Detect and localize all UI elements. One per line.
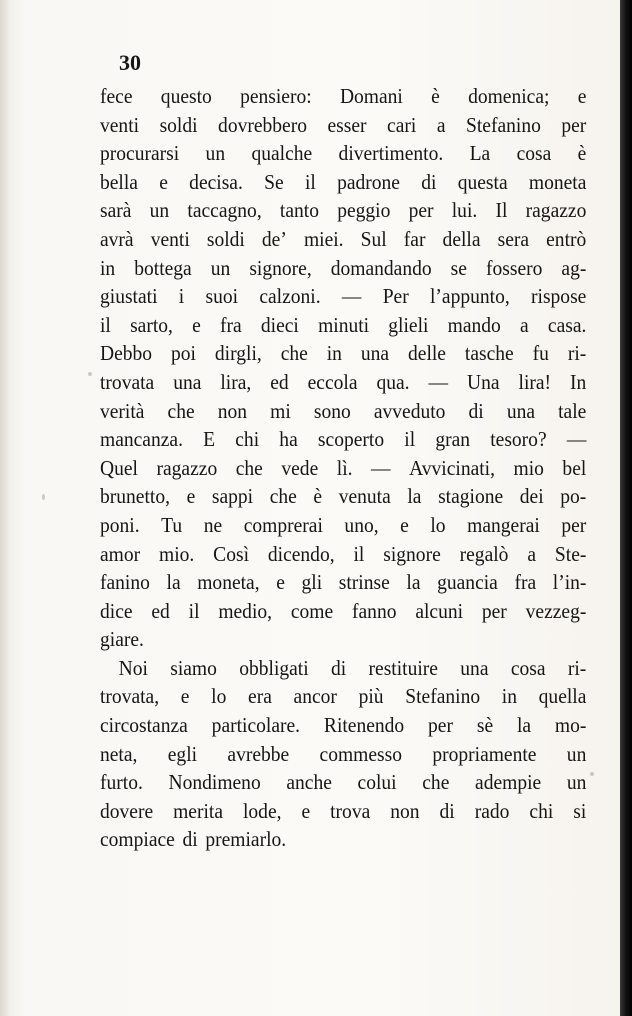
text-line: brunetto, e sappi che è venuta la stagione dei po- [100, 484, 587, 509]
text-line: poni. Tu ne comprerai uno, e lo mangerai per [100, 512, 587, 537]
text-line: amor mio. Così dicendo, il signore regalò a Ste- [100, 541, 587, 566]
text-line: bella e decisa. Se il padrone di questa moneta [100, 169, 587, 194]
text-line: Debbo poi dirgli, che in una delle tasche fu ri- [100, 341, 587, 366]
scan-speck [590, 772, 594, 776]
text-line: in bottega un signore, domandando se fossero ag- [100, 255, 587, 280]
text-line: dovere merita lode, e trova non di rado chi si [100, 798, 587, 823]
text-line: trovata una lira, ed eccola qua. — Una lira! In [100, 369, 587, 394]
text-line: trovata, e lo era ancor più Stefanino in quella [100, 684, 587, 709]
text-line: neta, egli avrebbe commesso propriamente un [100, 741, 587, 766]
text-line: circostanza particolare. Ritenendo per sè la mo- [100, 713, 587, 738]
text-line: dice ed il medio, come fanno alcuni per vezzeg- [100, 598, 587, 623]
text-line: avrà venti soldi de’ miei. Sul far della sera entrò [100, 226, 587, 251]
text-line: Quel ragazzo che vede lì. — Avvicinati, mio bel [100, 455, 587, 480]
body-text [100, 82, 586, 854]
text-line: venti soldi dovrebbero esser cari a Stefanino per [100, 112, 587, 137]
text-line: il sarto, e fra dieci minuti glieli mando a casa. [100, 312, 587, 337]
text-line: mancanza. E chi ha scoperto il gran tesoro? — [100, 427, 587, 452]
text-line: fece questo pensiero: Domani è domenica; e [100, 84, 587, 108]
page-number: 30 [119, 50, 141, 75]
scan-speck [42, 494, 45, 500]
text-line: fanino la moneta, e gli strinse la guancia fra l’in- [100, 570, 587, 595]
text-line: furto. Nondimeno anche colui che adempie un [100, 770, 587, 795]
text-line: verità che non mi sono avveduto di una tale [100, 398, 587, 423]
page-left-edge [0, 0, 10, 1016]
scan-speck [88, 372, 92, 376]
text-line: Noi siamo obbligati di restituire una cosa ri- [118, 655, 587, 680]
text-line: compiace di premiarlo. [100, 827, 287, 852]
text-line: procurarsi un qualche divertimento. La cosa è [100, 141, 587, 166]
text-line: sarà un taccagno, tanto peggio per lui. Il ragazzo [100, 198, 587, 223]
text-line: giustati i suoi calzoni. — Per l’appunto, rispose [100, 284, 587, 309]
binding-edge [620, 0, 632, 1016]
text-line: giare. [100, 627, 144, 652]
